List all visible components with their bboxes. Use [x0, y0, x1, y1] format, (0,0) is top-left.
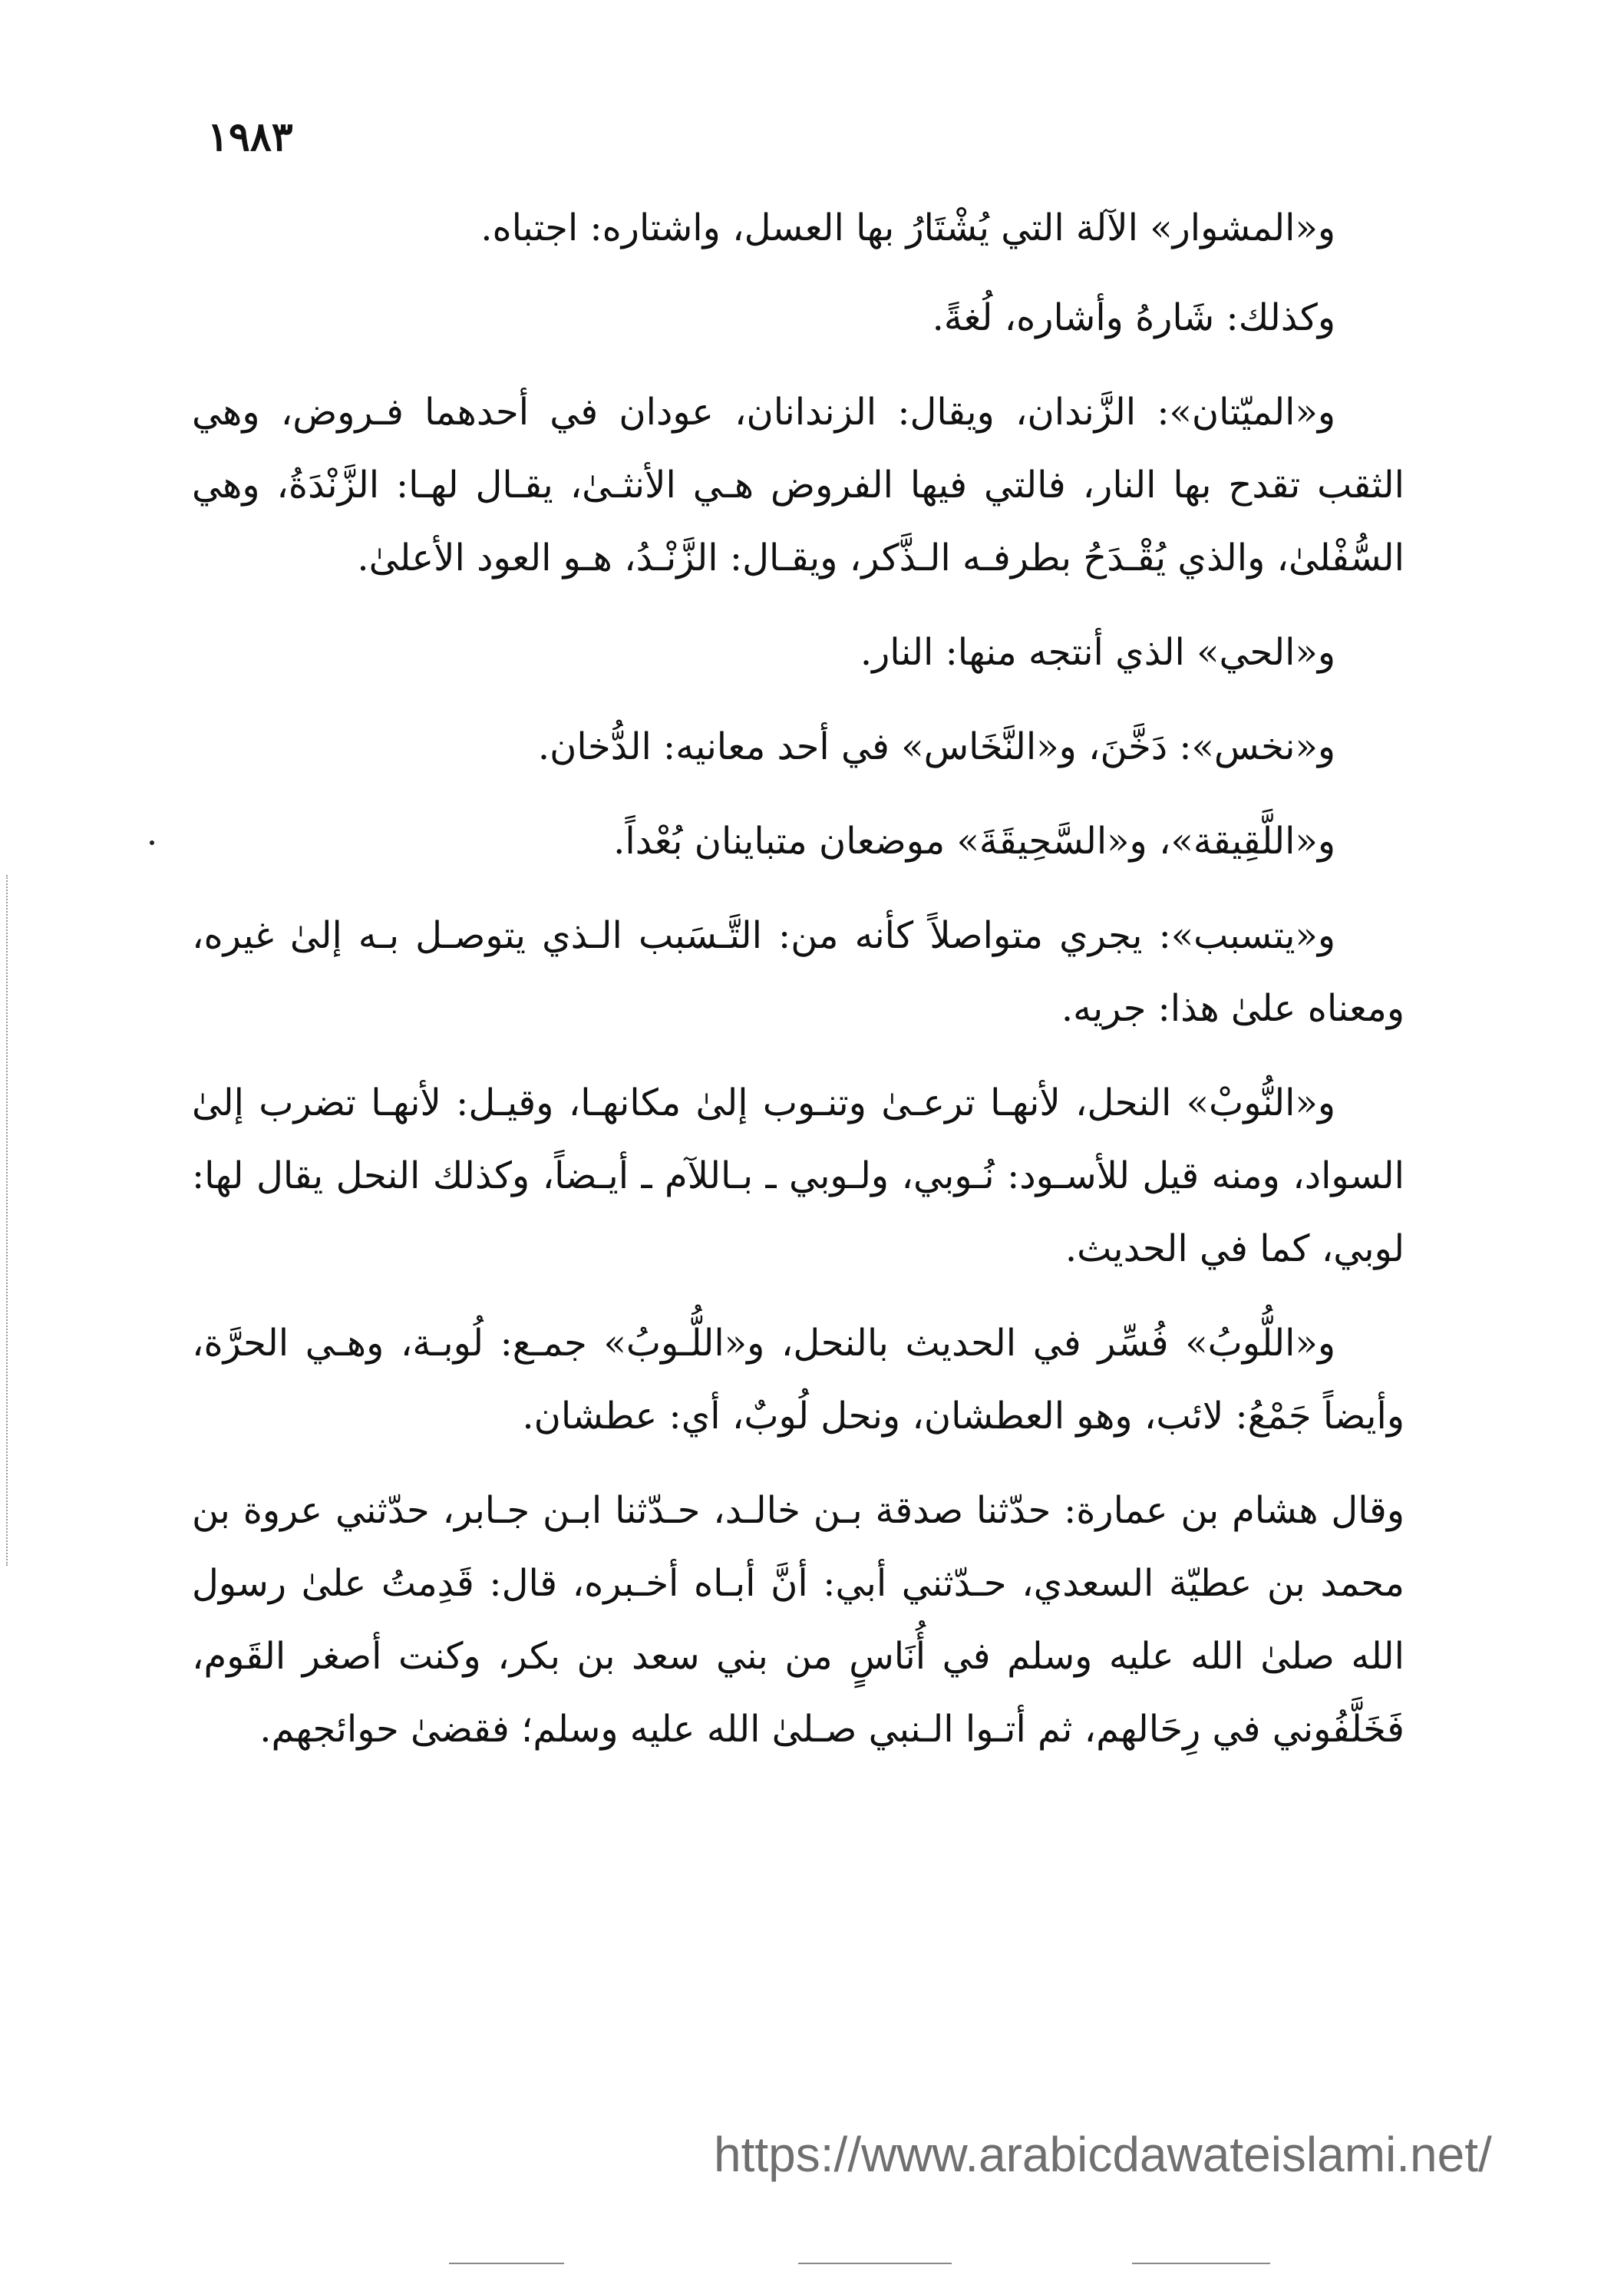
paragraph-yatasabbab: و«يتسبب»: يجري متواصلاً كأنه من: التَّـسَبب الـذي يتوصـل بـه إلىٰ غيره، ومعناه علىٰ هذا: جريه. — [192, 914, 1404, 1030]
paragraph-sharahu: وكذلك: شَارهُ وأشاره، لُغةً. — [932, 296, 1335, 339]
footer-rule — [1132, 2263, 1270, 2264]
paragraph-hadith: وقال هشام بن عمارة: حدّثنا صدقة بـن خالـد، حـدّثنا ابـن جـابر، حدّثني عروة بن محمد بن عطيّة السعدي، حـدّثني أبي: أنَّ أبـاه أخـبره، قال: قَدِمتُ علىٰ رسول الله صلىٰ الله عليه وسلم في أُنَاسٍ من بني سعد بن بكر، وكنت أصغر القَوم، فَخَلَّفُوني في رِحَالهم، ثم أتـوا الـنبي صـلىٰ الله عليه وسلم؛ فقضىٰ حوائجهم. — [192, 1489, 1404, 1751]
paragraph-nakhas: و«نخس»: دَخَّنَ، و«النَّخَاس» في أحد معانيه: الدُّخان. — [537, 725, 1335, 768]
watermark-url: https://www.arabicdawateislami.net/ — [714, 2127, 1492, 2182]
paragraph-mishwar: و«المشوار» الآلة التي يُشْتَارُ بها العسل، واشتاره: اجتباه. — [480, 206, 1335, 249]
paragraph-nub: و«النُّوبْ» النحل، لأنهـا ترعـىٰ وتنـوب إلىٰ مكانهـا، وقيـل: لأنهـا تضرب إلىٰ السواد، ومنه قيل للأسـود: نُـوبي، ولـوبي ـ بـاللآم ـ أيـضاً، وكذلك النحل يقال لها: لوبي، كما في الحديث. — [192, 1081, 1404, 1270]
footer-rule — [798, 2263, 952, 2264]
paragraph-hayy: و«الحي» الذي أنتجه منها: النار. — [860, 631, 1335, 674]
page-body — [192, 192, 1404, 1788]
paragraph-lub: و«اللُّوبُ» فُسِّر في الحديث بالنحل، و«اللُّـوبُ» جمـع: لُوبـة، وهـي الحرَّة، وأيضاً جَمْعُ: لائب، وهو العطشان، ونحل لُوبٌ، أي: عطشان. — [192, 1322, 1404, 1438]
paragraph-laqiqa: و«اللَّقِيقة»، و«السَّحِيقَةَ» موضعان متباينان بُعْداً. — [613, 820, 1335, 863]
paragraph-mayyitan: و«الميّتان»: الزَّندان، ويقال: الزندانان، عودان في أحدهما فـروض، وهي الثقب تقدح بها النار، فالتي فيها الفروض هـي الأنثـىٰ، يقـال لهـا: الزَّنْدَةُ، وهي السُّفْلىٰ، والذي يُقْـدَحُ بطرفـه الـذَّكر، ويقـال: الزَّنْـدُ، هـو العود الأعلىٰ. — [192, 391, 1404, 579]
scan-margin-marks — [6, 875, 14, 1566]
page-number: ١٩٨٣ — [207, 114, 293, 160]
stray-dot — [150, 840, 154, 845]
footer-rule — [449, 2263, 564, 2264]
